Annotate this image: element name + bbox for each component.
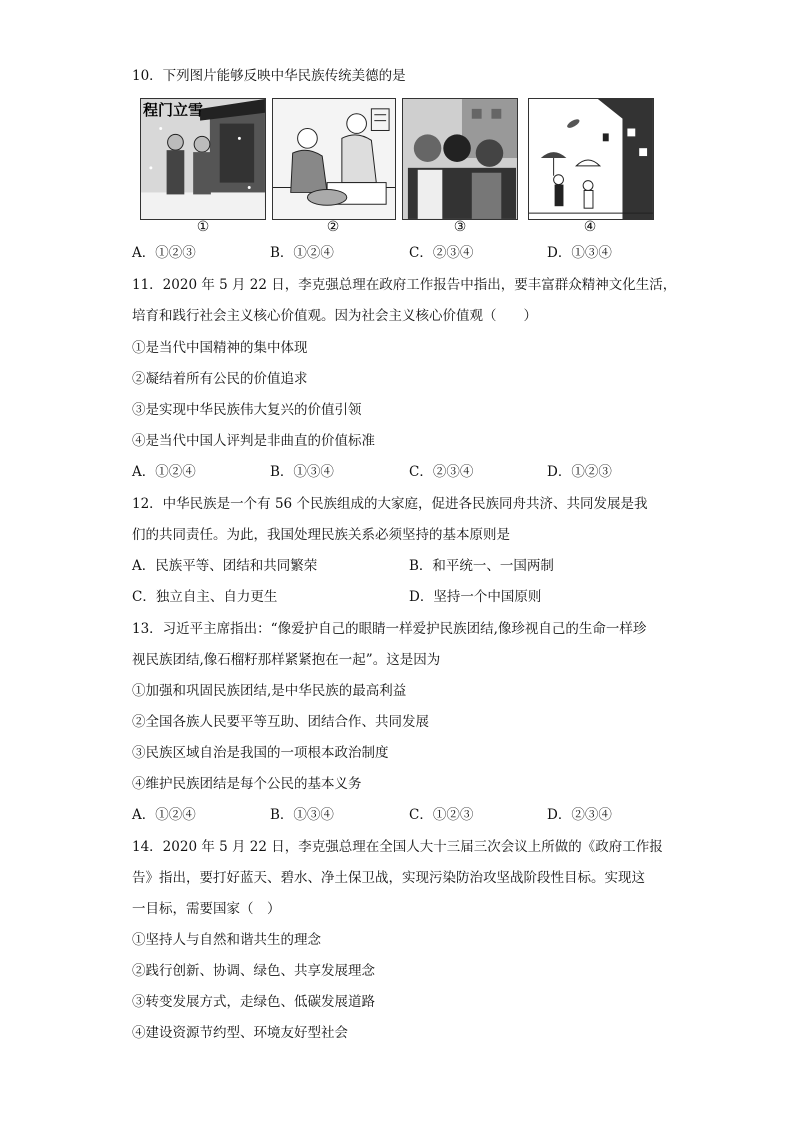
q13-item-1: ①加强和巩固民族团结,是中华民族的最高利益 [132,683,407,699]
q10-picture-3-label: ③ [453,219,467,235]
q10-option-d[interactable]: D．①③④ [547,245,612,261]
q12-option-b[interactable]: B．和平统一、一国两制 [409,558,554,574]
q13-stem-line-1: 13．习近平主席指出：“像爱护自己的眼睛一样爱护民族团结,像珍视自己的生命一样珍 [132,621,647,637]
q12-stem-line-1: 12．中华民族是一个有 56 个民族组成的大家庭，促进各民族同舟共济、共同发展是我 [132,496,648,512]
q11-option-a[interactable]: A．①②④ [132,464,196,480]
q11-option-c[interactable]: C．②③④ [409,464,474,480]
q13-item-3: ③民族区域自治是我国的一项根本政治制度 [132,745,389,761]
q10-picture-1-caption: 程门立雪 [143,101,204,119]
q12-stem-line-2: 们的共同责任。为此，我国处理民族关系必须坚持的基本原则是 [132,527,510,543]
foot-washing-illustration [273,99,395,219]
q10-picture-4-label: ④ [583,219,597,235]
q11-option-d[interactable]: D．①②③ [547,464,612,480]
q10-picture-2-label: ② [326,219,340,235]
q11-item-2: ②凝结着所有公民的价值追求 [132,371,308,387]
q13-item-4: ④维护民族团结是每个公民的基本义务 [132,776,362,792]
q14-item-1: ①坚持人与自然和谐共生的理念 [132,932,321,948]
q11-option-b[interactable]: B．①③④ [270,464,334,480]
q14-item-4: ④建设资源节约型、环境友好型社会 [132,1025,348,1041]
littering-illustration [529,99,653,219]
q11-item-1: ①是当代中国精神的集中体现 [132,340,308,356]
q12-option-c[interactable]: C．独立自主、自力更生 [132,589,278,605]
q10-picture-1-label: ① [196,219,210,235]
q10-option-c[interactable]: C．②③④ [409,245,474,261]
q13-option-d[interactable]: D．②③④ [547,807,612,823]
q10-option-b[interactable]: B．①②④ [270,245,334,261]
q11-item-4: ④是当代中国人评判是非曲直的价值标准 [132,433,375,449]
group-photo-illustration [403,99,517,219]
q14-stem-line-1: 14．2020 年 5 月 22 日，李克强总理在全国人大十三届三次会议上所做的《政府工作报 [132,839,663,855]
q14-stem-line-3: 一目标，需要国家（ ） [132,901,281,917]
q11-stem-line-2: 培育和践行社会主义核心价值观。因为社会主义核心价值观（ ） [132,308,537,324]
q10-picture-3 [402,98,518,220]
q14-stem-line-2: 告》指出，要打好蓝天、碧水、净土保卫战，实现污染防治攻坚战阶段性目标。实现这 [132,870,645,886]
q11-stem-line-1: 11．2020 年 5 月 22 日，李克强总理在政府工作报告中指出，要丰富群众精神文化生活， [132,277,677,293]
q10-stem: 10．下列图片能够反映中华民族传统美德的是 [132,68,406,84]
q14-item-3: ③转变发展方式，走绿色、低碳发展道路 [132,994,375,1010]
q13-stem-line-2: 视民族团结,像石榴籽那样紧紧抱在一起”。这是因为 [132,652,441,668]
q13-item-2: ②全国各族人民要平等互助、团结合作、共同发展 [132,714,429,730]
q11-item-3: ③是实现中华民族伟大复兴的价值引领 [132,402,362,418]
q12-option-d[interactable]: D．坚持一个中国原则 [409,589,542,605]
q13-option-a[interactable]: A．①②④ [132,807,196,823]
q14-item-2: ②践行创新、协调、绿色、共享发展理念 [132,963,375,979]
q13-option-b[interactable]: B．①③④ [270,807,334,823]
q10-option-a[interactable]: A．①②③ [132,245,196,261]
q13-option-c[interactable]: C．①②③ [409,807,474,823]
q12-option-a[interactable]: A．民族平等、团结和共同繁荣 [132,558,318,574]
q10-picture-1 [140,98,266,220]
q10-picture-2 [272,98,396,220]
q10-picture-4 [528,98,654,220]
